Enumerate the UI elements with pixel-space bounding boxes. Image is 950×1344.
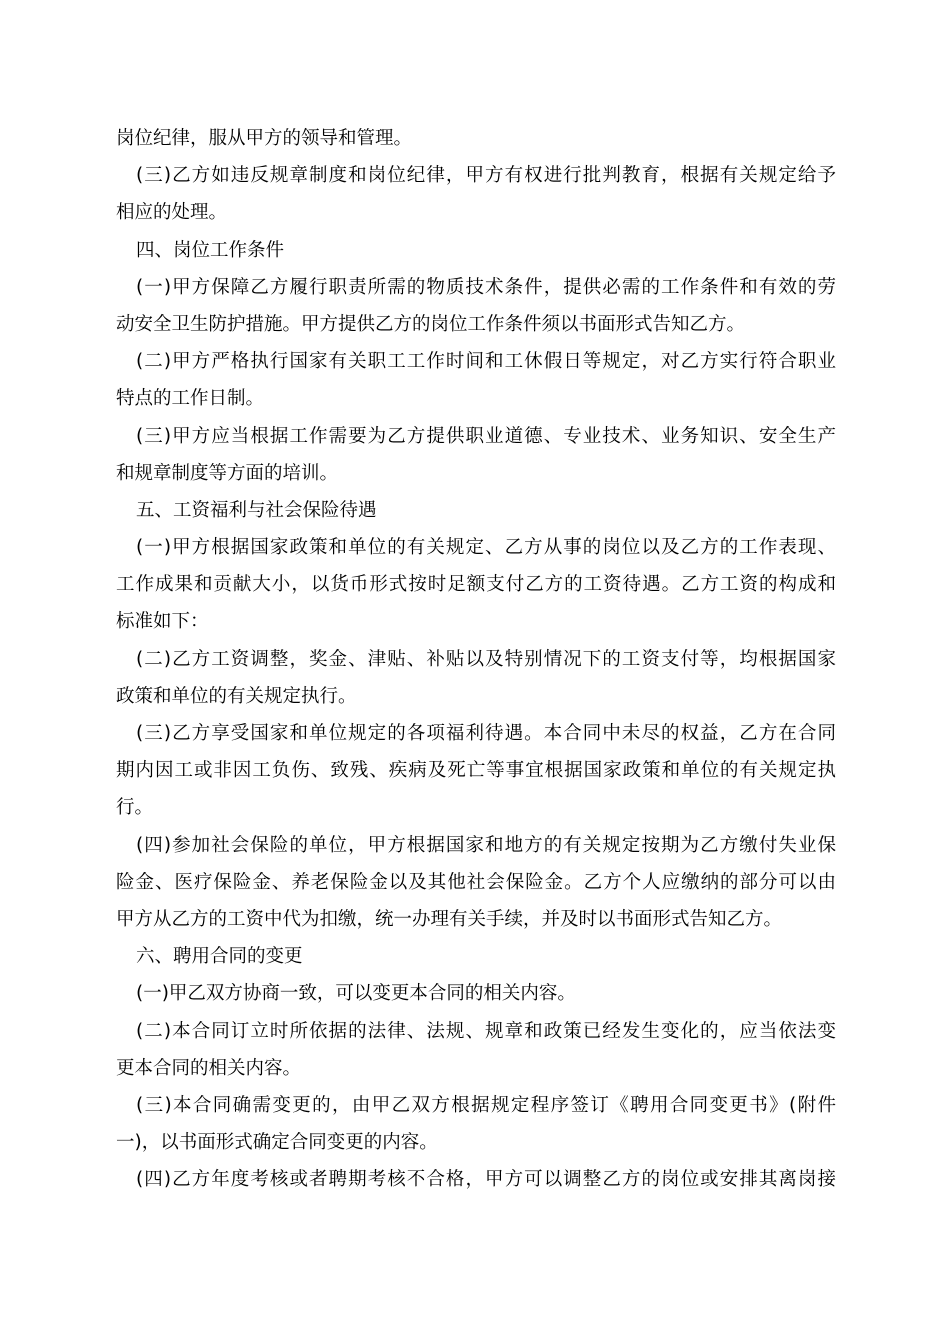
text-line: 行。 (116, 797, 154, 819)
text-line: 险金、医疗保险金、养老保险金以及其他社会保险金。乙方个人应缴纳的部分可以由 (116, 871, 836, 893)
text-line: 特点的工作日制。 (116, 388, 265, 410)
clause-heading-line: (二)本合同订立时所依据的法律、法规、规章和政策已经发生变化的，应当依法变 (136, 1020, 836, 1042)
text-line: 更本合同的相关内容。 (116, 1057, 302, 1079)
text-line: 期内因工或非因工负伤、致残、疾病及死亡等事宜根据国家政策和单位的有关规定执 (116, 760, 836, 782)
text-line: 甲方从乙方的工资中代为扣缴，统一办理有关手续，并及时以书面形式告知乙方。 (116, 908, 783, 930)
contract-text-body (116, 120, 836, 1198)
text-line: 工作成果和贡献大小，以货币形式按时足额支付乙方的工资待遇。乙方工资的构成和 (116, 574, 836, 596)
section-heading: 六、聘用合同的变更 (136, 946, 303, 968)
section-heading: 五、工资福利与社会保险待遇 (136, 499, 377, 521)
clause-heading-line: (三)甲方应当根据工作需要为乙方提供职业道德、专业技术、业务知识、安全生产 (136, 425, 836, 447)
clause-heading-line: (二)乙方工资调整，奖金、津贴、补贴以及特别情况下的工资支付等，均根据国家 (136, 648, 836, 670)
clause-heading-line: (一)甲方保障乙方履行职责所需的物质技术条件，提供必需的工作条件和有效的劳 (136, 276, 836, 298)
text-line: 政策和单位的有关规定执行。 (116, 685, 357, 707)
clause-heading-line: (二)甲方严格执行国家有关职工工作时间和工休假日等规定，对乙方实行符合职业 (136, 351, 836, 373)
clause-heading-line: (一)甲乙双方协商一致，可以变更本合同的相关内容。 (136, 983, 576, 1005)
clause-heading-line: (三)本合同确需变更的，由甲乙双方根据规定程序签订《聘用合同变更书》(附件 (136, 1094, 836, 1116)
text-line: 一)，以书面形式确定合同变更的内容。 (116, 1132, 438, 1154)
section-heading: 四、岗位工作条件 (136, 239, 285, 261)
text-line: 岗位纪律，服从甲方的领导和管理。 (116, 128, 413, 149)
clause-heading-line: (一)甲方根据国家政策和单位的有关规定、乙方从事的岗位以及乙方的工作表现、 (136, 537, 836, 559)
clause-heading-line: (四)乙方年度考核或者聘期考核不合格，甲方可以调整乙方的岗位或安排其离岗接 (136, 1169, 836, 1191)
text-line: 和规章制度等方面的培训。 (116, 462, 339, 484)
text-line: 动安全卫生防护措施。甲方提供乙方的岗位工作条件须以书面形式告知乙方。 (116, 313, 746, 335)
clause-heading-line: (三)乙方如违反规章制度和岗位纪律，甲方有权进行批判教育，根据有关规定给予 (136, 165, 836, 187)
text-line: 标准如下： (116, 611, 209, 633)
clause-heading-line: (三)乙方享受国家和单位规定的各项福利待遇。本合同中未尽的权益，乙方在合同 (136, 723, 836, 744)
text-line: 相应的处理。 (116, 202, 228, 224)
clause-heading-line: (四)参加社会保险的单位，甲方根据国家和地方的有关规定按期为乙方缴付失业保 (136, 834, 836, 856)
